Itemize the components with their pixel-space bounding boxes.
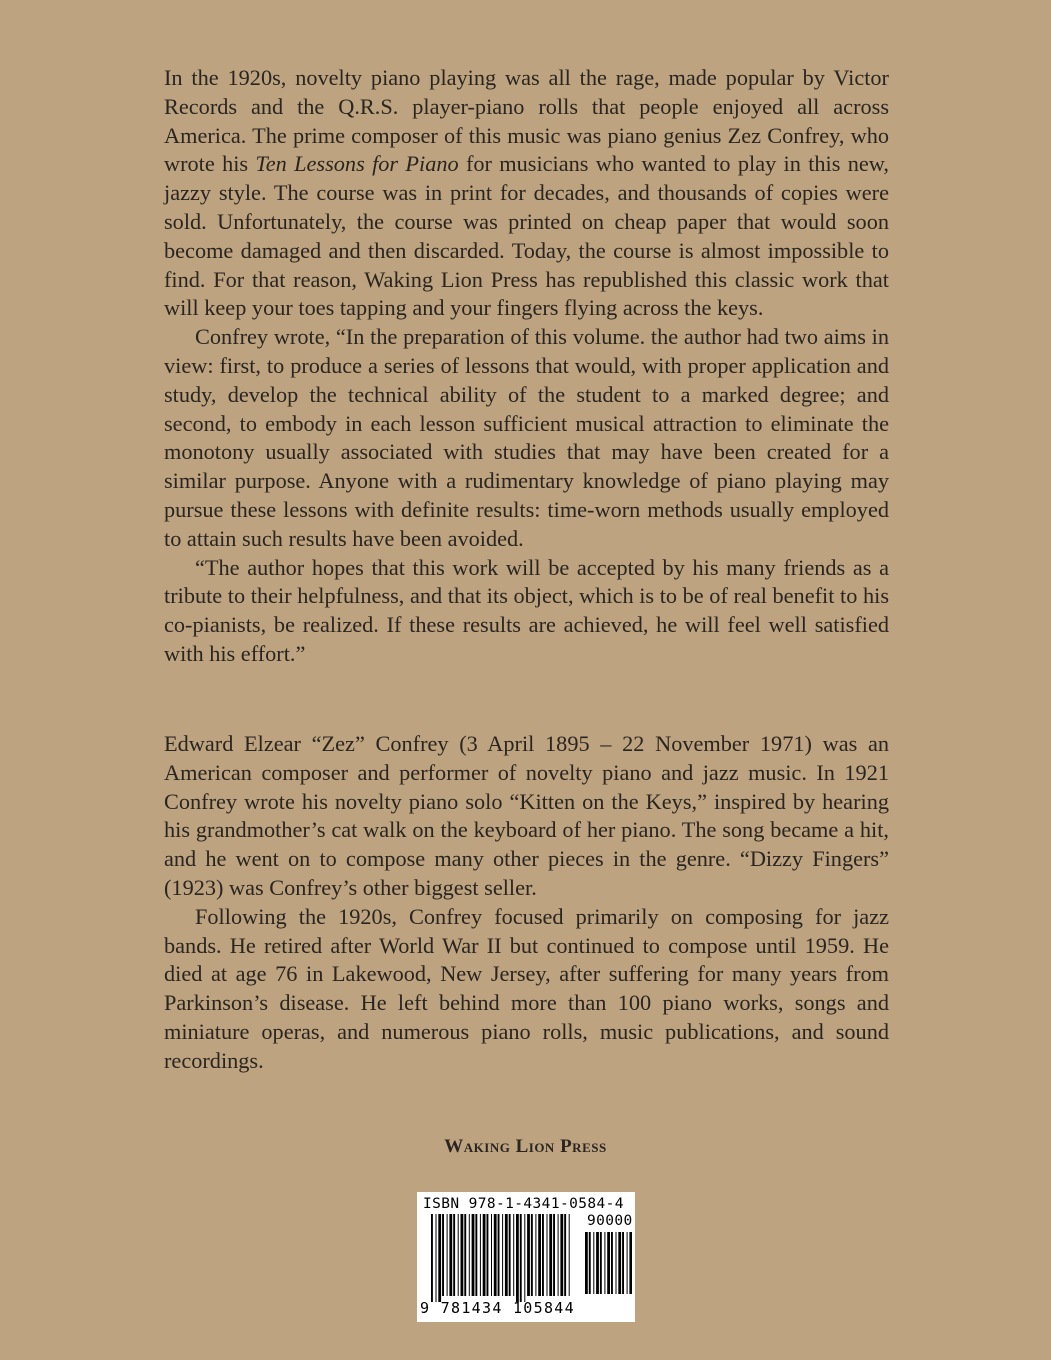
barcode-bar: [558, 1214, 559, 1296]
barcode-bar: [627, 1232, 628, 1294]
barcode-bar: [436, 1214, 437, 1302]
barcode-bar: [431, 1214, 433, 1302]
barcode-bar: [480, 1214, 481, 1296]
biography-paragraph-1: Edward Elzear “Zez” Confrey (3 April 1895 – 22 November 1971) was an American composer and performer of novelty piano and jazz music. In 1921 Confrey wrote his novelty piano solo “Kitten on the Keys,” inspired by hearing his grandmother’s cat walk on the keyboard of her piano. The song became a hit, and he went on to compose many other pieces in the genre. “Dizzy Fingers” (1923) was Confrey’s other biggest seller.: [164, 731, 889, 900]
barcode-bar: [483, 1214, 486, 1296]
barcode-bar: [596, 1232, 599, 1294]
barcode-bar: [531, 1214, 533, 1296]
barcode-bar: [475, 1214, 477, 1296]
barcode-bar: [560, 1214, 563, 1296]
barcode-bar: [538, 1214, 541, 1296]
barcode-bar: [498, 1214, 500, 1296]
barcode-bar: [447, 1214, 448, 1296]
barcode-bar: [564, 1214, 566, 1296]
barcode-bar: [494, 1214, 497, 1296]
book-title-italic: Ten Lessons for Piano: [255, 151, 459, 177]
description-paragraph-3: “The author hopes that this work will be accepted by his many friends as a tribute to their helpfulness, and that its object, which is to be of real benefit to his co-pianists, be realized. If these results are achieved, he will feel well satisfied with his effort.”: [164, 554, 889, 666]
ean-digits-label: 9 781434 105844: [420, 1299, 575, 1317]
barcode-bar: [585, 1232, 588, 1294]
barcode-bar: [442, 1214, 444, 1296]
barcode-bar: [516, 1214, 519, 1302]
barcode-bar: [616, 1232, 617, 1294]
barcode-bar: [524, 1214, 525, 1302]
barcode-bar: [607, 1232, 610, 1294]
barcode-bar: [438, 1214, 441, 1302]
barcode-bar: [527, 1214, 530, 1296]
isbn-label: ISBN 978-1-4341-0584-4: [423, 1196, 624, 1212]
barcode-bar: [491, 1214, 492, 1296]
barcode-bar: [464, 1214, 466, 1296]
barcode-bar: [629, 1232, 632, 1294]
price-code-label: 90000: [587, 1213, 633, 1229]
barcode-bar: [453, 1214, 455, 1296]
barcode-bar: [553, 1214, 555, 1296]
description-paragraph-1-start: In the 1920s, novelty piano playing was all the rage, made popular by Victor Records and the Q.R.S. player-piano rolls that people enjoyed all across America. The prime composer of this music was piano genius Zez Confrey, who wrote his: [164, 65, 889, 177]
barcode-bar: [509, 1214, 511, 1296]
addon-barcode-bars: [585, 1232, 632, 1297]
description-paragraph-1-end: for musicians who wanted to play in this new, jazzy style. The course was in print for decades, and thousands of copies were sold. Unfortunately, the course was printed on cheap paper that would soon become damaged and then discarded. Today, the course is almost impossible to find. For that reason, Waking Lion Press has republished this classic work that will keep your toes tapping and your fingers flying across the keys.: [164, 151, 890, 321]
barcode-bar: [505, 1214, 508, 1296]
barcode-bar: [611, 1232, 613, 1294]
description-paragraph-1: [164, 64, 889, 323]
author-biography: [164, 730, 889, 1076]
barcode-bar: [458, 1214, 459, 1296]
biography-paragraph-2: Following the 1920s, Confrey focused primarily on composing for jazz bands. He retired after World War II but continued to compose until 1959. He died at age 76 in Lakewood, New Jersey, after suffering for many years from Parkinson’s disease. He left behind more than 100 piano works, songs and miniature operas, and numerous piano rolls, music publications, and sound recordings.: [164, 903, 889, 1073]
publisher-name: Waking Lion Press: [444, 1136, 607, 1157]
barcode-bar: [520, 1214, 522, 1302]
barcode-bar: [547, 1214, 548, 1296]
barcode-bar: [604, 1232, 605, 1294]
barcode-bar: [569, 1214, 570, 1296]
barcode-bar: [461, 1214, 464, 1296]
barcode-bar: [469, 1214, 470, 1296]
barcode-bar: [513, 1214, 514, 1296]
barcode-bar: [589, 1232, 591, 1294]
barcode-bar: [542, 1214, 544, 1296]
description-paragraph-2: Confrey wrote, “In the preparation of this volume. the author had two aims in view: first, to produce a series of lessons that would, with proper application and study, develop the technical ability of the student to a marked degree; and second, to embody in each lesson sufficient musical attraction to eliminate the monotony usually associated with studies that may have been created for a similar purpose. Anyone with a rudimentary knowledge of piano playing may pursue these lessons with definite results: time-worn methods usually employed to attain such results have been avoided.: [164, 324, 889, 551]
ean-barcode-bars: [431, 1214, 571, 1304]
barcode-bar: [593, 1232, 594, 1294]
barcode-bar: [618, 1232, 621, 1294]
barcode-bar: [600, 1232, 602, 1294]
barcode-bar: [622, 1232, 624, 1294]
isbn-barcode: [417, 1192, 635, 1322]
barcode-bar: [535, 1214, 536, 1296]
barcode-bar: [549, 1214, 552, 1296]
book-description: [164, 64, 889, 669]
barcode-bar: [449, 1214, 452, 1296]
barcode-bar: [472, 1214, 475, 1296]
barcode-bar: [502, 1214, 503, 1296]
barcode-bar: [487, 1214, 489, 1296]
